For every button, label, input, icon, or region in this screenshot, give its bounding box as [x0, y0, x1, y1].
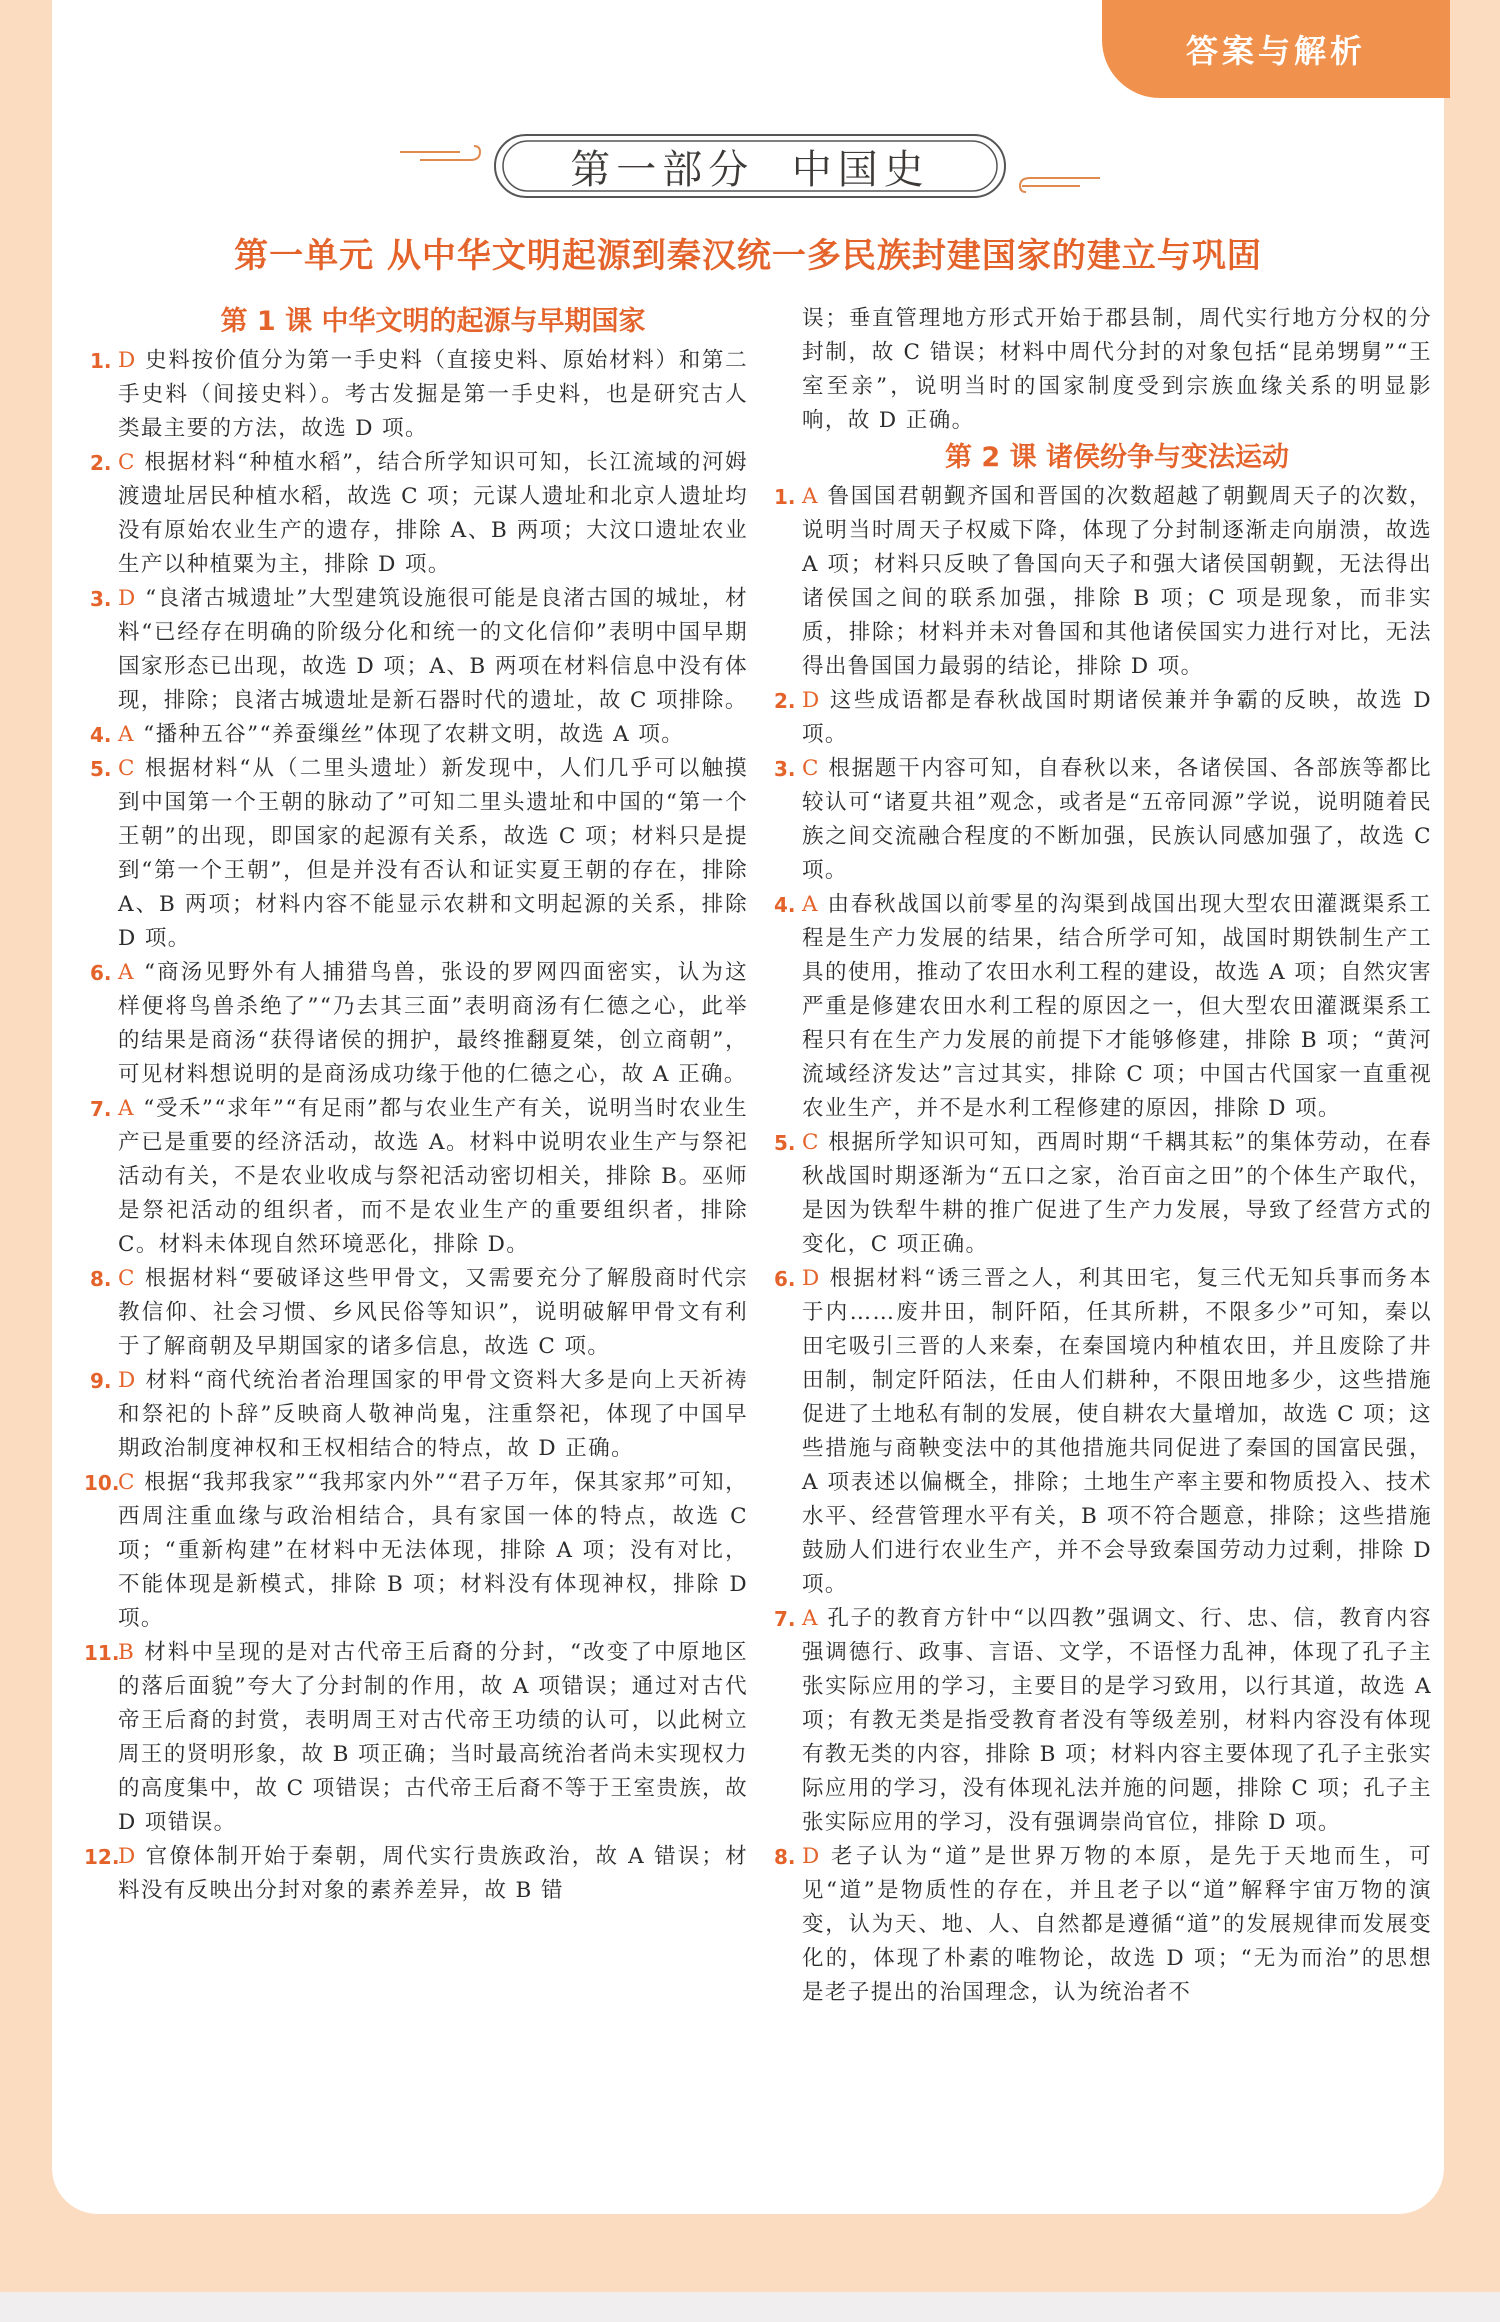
answer-explanation: [118, 956, 748, 1092]
explanation-text: 材料中呈现的是对古代帝王后裔的分封，“改变了中原地区的落后面貌”夸大了分封制的作用，故 A 项错误；通过对古代帝王后裔的封赏，表明周王对古代帝王功绩的认可，以此树立周王的贤明形象，故 B 项正确；当时最高统治者尚未实现权力的高度集中，故 C 项错误；古代帝王后裔不等于王室贵族，故 D 项错误。: [118, 1640, 748, 1835]
question-number: 4.: [774, 893, 796, 917]
bottom-bar: [0, 2292, 1500, 2322]
question-number: 3.: [90, 587, 112, 611]
answer-letter: D: [802, 688, 821, 713]
answer-letter: A: [118, 722, 135, 747]
question-number: 8.: [90, 1267, 112, 1291]
part-title: 第一部分 中国史: [570, 146, 930, 193]
answer-item: [84, 1840, 748, 1908]
answer-letter: B: [118, 1640, 136, 1665]
question-number: 12.: [84, 1845, 120, 1869]
explanation-text: 根据材料“诱三晋之人，利其田宅，复三代无知兵事而务本于内……废井田，制阡陌，任其所耕，不限多少”可知，秦以田宅吸引三晋的人来秦，在秦国境内种植农田，并且废除了井田制，制定阡陌法，任由人们耕种，不限田地多少，这些措施促进了土地私有制的发展，使自耕农大量增加，故选 C 项；这些措施与商鞅变法中的其他措施共同促进了秦国的国富民强，A 项表述以偏概全，排除；土地生产率主要和物质投入、技术水平、经营管理水平有关，B 项不符合题意，排除；这些措施鼓励人们进行农业生产，并不会导致秦国劳动力过剩，排除 D 项。: [802, 1266, 1432, 1597]
question-number: 2.: [774, 689, 796, 713]
answer-explanation: [802, 1262, 1432, 1602]
explanation-text: 由春秋战国以前零星的沟渠到战国出现大型农田灌溉渠系工程是生产力发展的结果，结合所学可知，战国时期铁制生产工具的使用，推动了农田水利工程的建设，故选 A 项；自然灾害严重是修建农田水利工程的原因之一，但大型农田灌溉渠系工程只有在生产力发展的前提下才能够修建，排除 B 项；“黄河流域经济发达”言过其实，排除 C 项；中国古代国家一直重视农业生产，并不是水利工程修建的原因，排除 D 项。: [802, 892, 1432, 1121]
answer-letter: D: [802, 1844, 821, 1869]
question-number: 2.: [90, 451, 112, 475]
answer-explanation: [802, 752, 1432, 888]
right-column: [774, 302, 1432, 2010]
answer-letter: C: [118, 1470, 136, 1495]
answer-explanation: [802, 1840, 1432, 2010]
answer-list: [84, 344, 748, 1908]
answer-item: [774, 480, 1432, 684]
answer-explanation: [802, 480, 1432, 684]
answer-item: [90, 582, 748, 718]
explanation-text: 根据“我邦我家”“我邦家内外”“君子万年，保其家邦”可知，西周注重血缘与政治相结合，具有家国一体的特点，故选 C 项；“重新构建”在材料中无法体现，排除 A 项；没有对比，不能体现是新模式，排除 B 项；材料没有体现神权，排除 D 项。: [118, 1470, 748, 1631]
question-number: 4.: [90, 723, 112, 747]
answer-item: [774, 1126, 1432, 1262]
answer-item: [90, 1092, 748, 1262]
answer-explanation: [118, 752, 748, 956]
answer-explanation: [118, 1636, 748, 1840]
explanation-text: “播种五谷”“养蚕缫丝”体现了农耕文明，故选 A 项。: [134, 722, 685, 747]
question-number: 7.: [774, 1607, 796, 1631]
explanation-text: 官僚体制开始于秦朝，周代实行贵族政治，故 A 错误；材料没有反映出分封对象的素养差异，故 B 错: [118, 1844, 748, 1903]
explanation-text: 材料“商代统治者治理国家的甲骨文资料大多是向上天祈祷和祭祀的卜辞”反映商人敬神尚鬼，注重祭祀，体现了中国早期政治制度神权和王权相结合的特点，故 D 正确。: [118, 1368, 748, 1461]
question-number: 5.: [774, 1131, 796, 1155]
explanation-text: 老子认为“道”是世界万物的本原，是先于天地而生，可见“道”是物质性的存在，并且老子以“道”解释宇宙万物的演变，认为天、地、人、自然都是遵循“道”的发展规律而发展变化的，体现了朴素的唯物论，故选 D 项；“无为而治”的思想是老子提出的治国理念，认为统治者不: [802, 1844, 1432, 2005]
answer-letter: C: [118, 450, 136, 475]
explanation-text: 根据题干内容可知，自春秋以来，各诸侯国、各部族等都比较认可“诸夏共祖”观念，或者是“五帝同源”学说，说明随着民族之间交流融合程度的不断加强，民族认同感加强了，故选 C 项。: [802, 756, 1432, 883]
answer-explanation: [118, 1364, 748, 1466]
answer-letter: C: [118, 1266, 136, 1291]
answer-item: [774, 1262, 1432, 1602]
explanation-text: 史料按价值分为第一手史料（直接史料、原始材料）和第二手史料（间接史料）。考古发掘是第一手史料，也是研究古人类最主要的方法，故选 D 项。: [118, 348, 748, 441]
answer-explanation: [118, 1466, 748, 1636]
explanation-text: 根据所学知识可知，西周时期“千耦其耘”的集体劳动，在春秋战国时期逐渐为“五口之家，治百亩之田”的个体生产取代，是因为铁犁牛耕的推广促进了生产力发展，导致了经营方式的变化，C 项正确。: [802, 1130, 1432, 1257]
explanation-text: “商汤见野外有人捕猎鸟兽，张设的罗网四面密实，认为这样便将鸟兽杀绝了”“乃去其三面”表明商汤有仁德之心，此举的结果是商汤“获得诸侯的拥护，最终推翻夏桀，创立商朝”，可见材料想说明的是商汤成功缘于他的仁德之心，故 A 正确。: [118, 960, 748, 1087]
answer-item: [84, 1466, 748, 1636]
answer-item: [90, 344, 748, 446]
answer-letter: C: [118, 756, 136, 781]
explanation-text: 根据材料“从（二里头遗址）新发现中，人们几乎可以触摸到中国第一个王朝的脉动了”可知二里头遗址和中国的“第一个王朝”的出现，即国家的起源有关系，故选 C 项；材料只是提到“第一个王朝”，但是并没有否认和证实夏王朝的存在，排除 A、B 两项；材料内容不能显示农耕和文明起源的关系，排除 D 项。: [118, 756, 748, 951]
answer-item: [774, 752, 1432, 888]
unit-title: 第一单元 从中华文明起源到秦汉统一多民族封建国家的建立与巩固: [234, 236, 1262, 276]
answer-item: [774, 888, 1432, 1126]
answer-list: [774, 480, 1432, 2010]
answer-letter: D: [118, 1844, 137, 1869]
question-number: 10.: [84, 1471, 120, 1495]
part-title-banner: [400, 132, 1100, 200]
question-number: 9.: [90, 1369, 112, 1393]
explanation-text: 根据材料“要破译这些甲骨文，又需要充分了解殷商时代宗教信仰、社会习惯、乡风民俗等知识”，说明破解甲骨文有利于了解商朝及早期国家的诸多信息，故选 C 项。: [118, 1266, 748, 1359]
answer-explanation: [802, 1602, 1432, 1840]
question-number: 11.: [84, 1641, 120, 1665]
answer-letter: A: [118, 1096, 135, 1121]
answer-item: [90, 752, 748, 956]
answer-explanation: [118, 344, 748, 446]
answer-item: [774, 684, 1432, 752]
explanation-text: “受禾”“求年”“有足雨”都与农业生产有关，说明当时农业生产已是重要的经济活动，故选 A。材料中说明农业生产与祭祀活动有关，不是农业收成与祭祀活动密切相关，排除 B。巫师是祭祀活动的组织者，而不是农业生产的重要组织者，排除 C。材料未体现自然环境恶化，排除 D。: [118, 1096, 748, 1257]
explanation-text: 这些成语都是春秋战国时期诸侯兼并争霸的反映，故选 D 项。: [802, 688, 1432, 747]
question-number: 6.: [774, 1267, 796, 1291]
answer-explanation: [118, 718, 748, 752]
explanation-text: 根据材料“种植水稻”，结合所学知识可知，长江流域的河姆渡遗址居民种植水稻，故选 C 项；元谋人遗址和北京人遗址均没有原始农业生产的遗存，排除 A、B 两项；大汶口遗址农业生产以种植粟为主，排除 D 项。: [118, 450, 748, 577]
answer-explanation: [802, 1126, 1432, 1262]
answer-item: [90, 956, 748, 1092]
question-number: 5.: [90, 757, 112, 781]
answer-letter: A: [802, 1606, 819, 1631]
answer-item: [90, 1364, 748, 1466]
answer-letter: A: [118, 960, 135, 985]
answer-item: [90, 1262, 748, 1364]
answer-explanation: [118, 1262, 748, 1364]
answer-letter: C: [802, 1130, 820, 1155]
answer-letter: D: [118, 1368, 137, 1393]
lesson-heading: 第 1 课 中华文明的起源与早期国家: [220, 306, 646, 337]
answer-explanation: [118, 1092, 748, 1262]
answer-explanation: [802, 888, 1432, 1126]
lesson-heading: 第 2 课 诸侯纷争与变法运动: [945, 442, 1289, 473]
explanation-text: 鲁国国君朝觐齐国和晋国的次数超越了朝觐周天子的次数，说明当时周天子权威下降，体现了分封制逐渐走向崩溃，故选 A 项；材料只反映了鲁国向天子和强大诸侯国朝觐，无法得出诸侯国之间的联系加强，排除 B 项；C 项是现象，而非实质，排除；材料并未对鲁国和其他诸侯国实力进行对比，无法得出鲁国国力最弱的结论，排除 D 项。: [802, 484, 1432, 679]
answer-letter: D: [118, 348, 137, 373]
explanation-text: 孔子的教育方针中“以四教”强调文、行、忠、信，教育内容强调德行、政事、言语、文学，不语怪力乱神，体现了孔子主张实际应用的学习，主要目的是学习致用，以行其道，故选 A 项；有教无类是指受教育者没有等级差别，材料内容没有体现有教无类的内容，排除 B 项；材料内容主要体现了孔子主张实际应用的学习，没有体现礼法并施的问题，排除 C 项；孔子主张实际应用的学习，没有强调崇尚官位，排除 D 项。: [802, 1606, 1432, 1835]
question-number: 1.: [90, 349, 112, 373]
left-column: [84, 302, 748, 1908]
answer-item: [774, 1602, 1432, 1840]
section-badge: 答案与解析: [1102, 0, 1450, 98]
question-number: 8.: [774, 1845, 796, 1869]
answer-item: [774, 1840, 1432, 2010]
question-number: 1.: [774, 485, 796, 509]
answer-explanation: [118, 582, 748, 718]
question-number: 6.: [90, 961, 112, 985]
answer-item: [90, 718, 748, 752]
answer-explanation: [802, 684, 1432, 752]
answer-letter: A: [802, 892, 819, 917]
answer-letter: A: [802, 484, 819, 509]
explanation-text: “良渚古城遗址”大型建筑设施很可能是良渚古国的城址，材料“已经存在明确的阶级分化和统一的文化信仰”表明中国早期国家形态已出现，故选 D 项；A、B 两项在材料信息中没有体现，排除；良渚古城遗址是新石器时代的遗址，故 C 项排除。: [118, 586, 748, 713]
continued-text: 误；垂直管理地方形式开始于郡县制，周代实行地方分权的分封制，故 C 错误；材料中周代分封的对象包括“昆弟甥舅”“王室至亲”，说明当时的国家制度受到宗族血缘关系的明显影响，故 D 正确。: [802, 306, 1432, 433]
answer-letter: D: [118, 586, 137, 611]
answer-item: [90, 446, 748, 582]
answer-letter: D: [802, 1266, 821, 1291]
answer-explanation: [118, 446, 748, 582]
question-number: 3.: [774, 757, 796, 781]
answer-explanation: [118, 1840, 748, 1908]
answer-letter: C: [802, 756, 820, 781]
question-number: 7.: [90, 1097, 112, 1121]
answer-item: [84, 1636, 748, 1840]
